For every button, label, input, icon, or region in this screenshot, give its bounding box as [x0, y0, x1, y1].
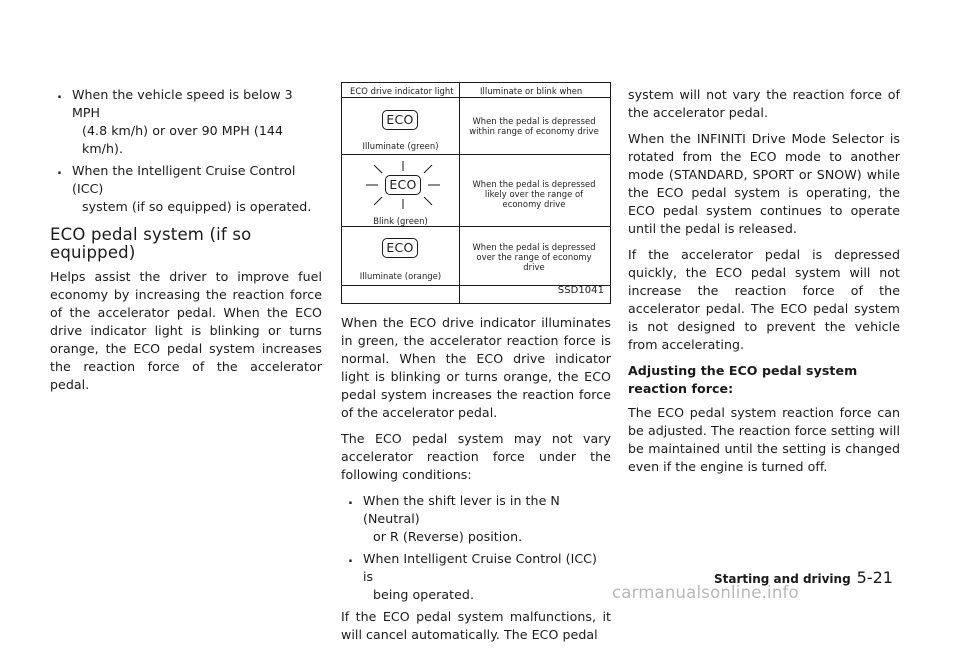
paragraph: system will not vary the reaction force of the accelerator pedal.	[628, 87, 900, 120]
list-item	[341, 492, 611, 546]
middle-column	[341, 82, 611, 652]
subheading: Adjusting the ECO pedal system reaction force:	[628, 363, 858, 396]
eco-indicator-icon: ECO	[382, 110, 418, 130]
figure-row-label: Illuminate (orange)	[359, 271, 442, 281]
eco-indicator-figure	[341, 82, 611, 304]
bullet-text: When the shift lever is in the N (Neutral)	[363, 493, 560, 526]
bullet-icon: .	[57, 87, 62, 102]
figure-code: SSD1041	[557, 285, 604, 296]
paragraph: If the accelerator pedal is depressed quickly, the ECO pedal system will not increase the reaction force of the accelerator pedal. The ECO pedal system is not designed to prevent the vehicle from accelerating.	[628, 247, 900, 352]
eco-indicator-icon: ECO	[385, 175, 421, 195]
figure-row-desc: When the pedal is depressed within range of economy drive	[469, 116, 599, 136]
bullet-icon: .	[348, 551, 353, 566]
bullet-icon: .	[348, 493, 353, 508]
left-column	[50, 86, 322, 402]
bullet-text-cont: (4.8 km/h) or over 90 MPH (144 km/h).	[82, 123, 284, 156]
bullet-icon: .	[57, 163, 62, 178]
paragraph: The ECO pedal system reaction force can be adjusted. The reaction force setting will be maintained until the setting is changed even if the engine is turned off.	[628, 405, 900, 474]
list-item	[50, 162, 322, 216]
eco-indicator-icon: ECO	[382, 238, 418, 258]
bullet-text-cont: being operated.	[373, 587, 474, 602]
paragraph: When the ECO drive indicator illuminates in green, the accelerator reaction force is normal. When the ECO drive indicator light is blinking or turns orange, the ECO pedal system increases the reaction force of the accelerator pedal.	[341, 315, 611, 420]
figure-divider	[459, 83, 460, 303]
footer-section: Starting and driving	[714, 572, 851, 586]
list-item	[341, 550, 611, 604]
paragraph: If the ECO pedal system malfunctions, it will cancel automatically. The ECO pedal	[341, 609, 611, 642]
section-title: ECO pedal system (if so equipped)	[50, 225, 252, 262]
page-number: 5-21	[856, 568, 893, 587]
watermark: carmanualsonline.info	[612, 583, 799, 602]
figure-row-label: Blink (green)	[373, 216, 428, 226]
right-column	[628, 86, 900, 484]
bullet-text-cont: or R (Reverse) position.	[373, 529, 523, 544]
figure-col2-header: Illuminate or blink when	[480, 86, 583, 96]
figure-row-desc: When the pedal is depressed likely over the range of economy drive	[472, 179, 596, 209]
bullet-text-cont: system (if so equipped) is operated.	[82, 199, 312, 214]
figure-col1-header: ECO drive indicator light	[350, 86, 454, 96]
paragraph: Helps assist the driver to improve fuel economy by increasing the reaction force of the accelerator pedal. When the ECO drive indicator light is blinking or turns orange, the ECO pedal system increases the reaction force of the accelerator pedal.	[50, 269, 322, 392]
paragraph: When the INFINITI Drive Mode Selector is rotated from the ECO mode to another mode (STANDARD, SPORT or SNOW) while the ECO pedal system is operating, the ECO pedal system continues to operate until the pedal is released.	[628, 131, 900, 236]
bullet-text: When the Intelligent Cruise Control (ICC)	[72, 163, 296, 196]
bullet-text: When the vehicle speed is below 3 MPH	[72, 87, 293, 120]
figure-row-desc: When the pedal is depressed over the range of economy drive	[472, 242, 596, 272]
list-item	[50, 86, 322, 158]
figure-row-label: Illuminate (green)	[362, 141, 439, 151]
bullet-text: When Intelligent Cruise Control (ICC) is	[363, 551, 597, 584]
figure-divider	[342, 97, 610, 98]
paragraph: The ECO pedal system may not vary accelerator reaction force under the following conditions:	[341, 431, 611, 482]
